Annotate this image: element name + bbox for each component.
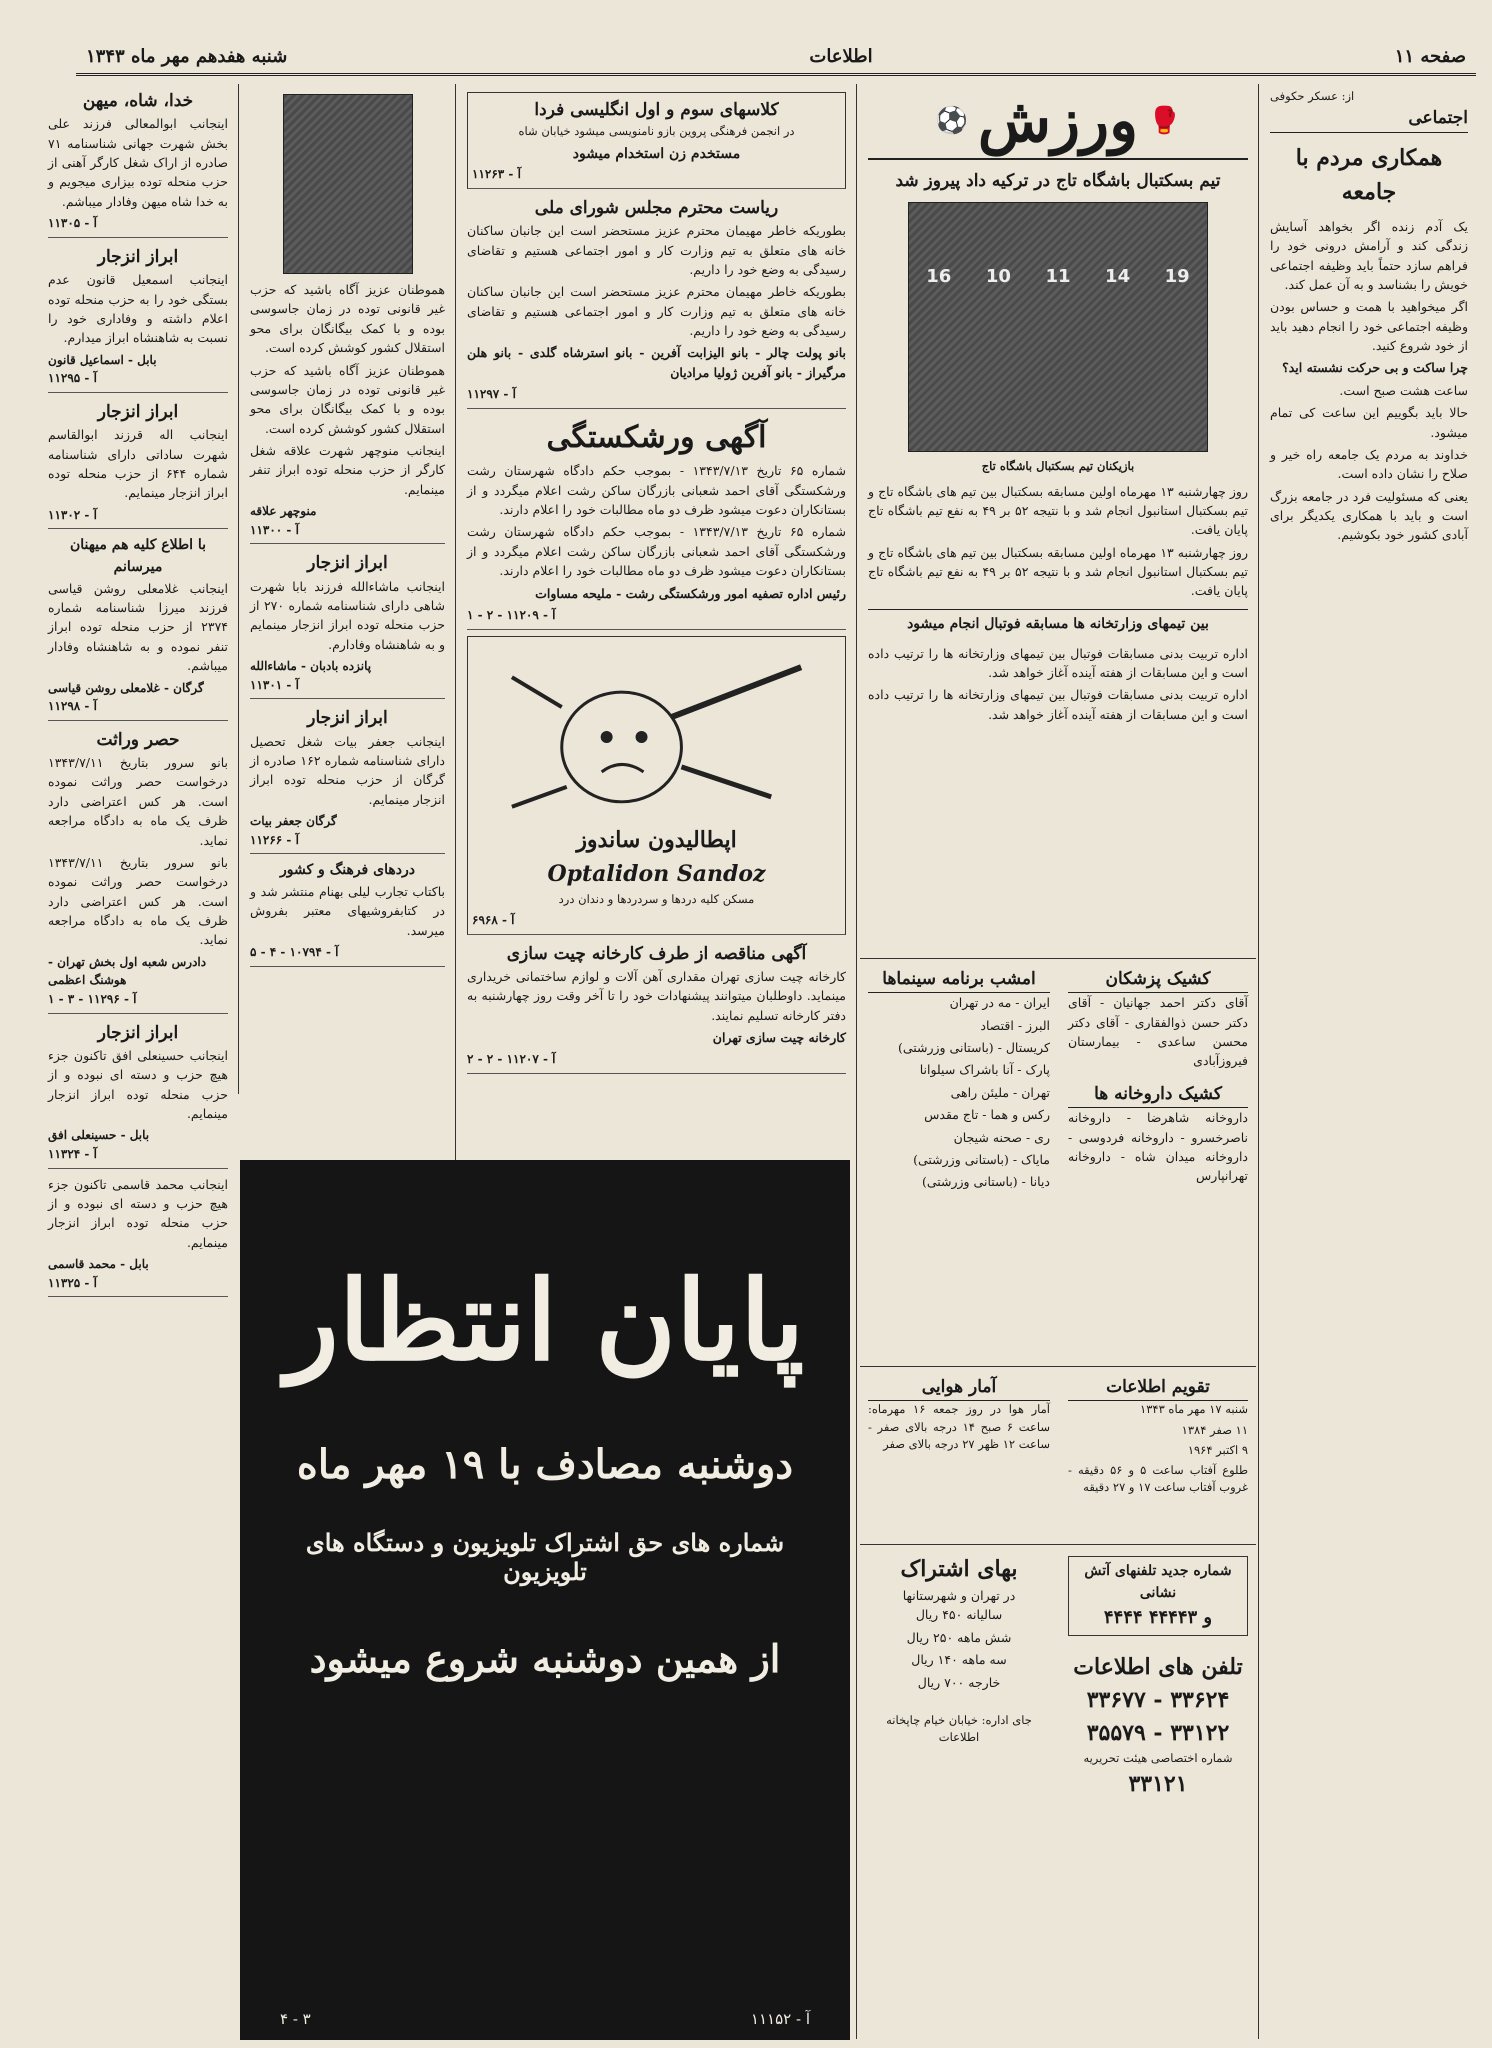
new-phones-title: شماره جدید تلفنهای آتش نشانی [1084,1563,1232,1601]
column-rule [238,84,239,1094]
section-label: اجتماعی [1270,105,1468,132]
subscription-subtitle: در تهران و شهرستانها [902,1588,1016,1604]
phones-title: تلفن های اطلاعات [1073,1654,1243,1681]
big-ad-line3: از همین دوشنبه شروع میشود [309,1636,781,1681]
ad-code: آ - ۶۹۶۸ [472,912,515,927]
cinema-item: دیانا - (باستانی وزرشتی) [921,1174,1050,1190]
ad-code: آ - ۱۱۲۹۵ [48,371,97,386]
issue-date: شنبه هفدهم مهر ماه ۱۳۴۳ [86,46,288,67]
notice-text: اینجانب منوچهر شهرت علاقه شغل کارگر از حزب منحله توده ابراز تنفر مینمایم. [250,443,445,497]
masthead [76,40,1476,76]
ad-code: آ - ۱۱۲۶۶ [250,832,299,847]
jersey-number: 16 [926,266,952,288]
jersey-number: 19 [1164,266,1190,288]
paper-name: اطلاعات [809,46,873,67]
section-rule [860,958,1256,959]
ad-code: آ - ۱۱۲۰۹ - ۲ - ۱ [467,607,556,622]
jersey-number: 14 [1105,266,1131,288]
calendar-row: شنبه ۱۷ مهر ماه ۱۳۴۳ [1140,1402,1248,1417]
english-classes-title: کلاسهای سوم و اول انگلیسی فردا [534,100,779,120]
phone-number: ۳۳۱۲۱ [1128,1770,1188,1797]
parliament-text: بطوریکه خاطر مهیمان محترم عزیز مستحضر است این جانبان ساکنان خانه های متعلق به تیم وزارت کار و امور اجتماعی هستیم و تقاضای رسیدگی به وضع خود را داریم. [467,284,846,339]
ad-code: آ - ۱۱۲۹۶ - ۳ - ۱ [48,992,137,1006]
notice-title: ابراز انزجار [97,1022,179,1043]
ad-code: آ - ۱۱۳۲۵ [48,1275,97,1290]
notice-sign: منوچهر علاقه [250,504,317,519]
football-title: بین تیمهای وزارتخانه ها مسابقه فوتبال انجام میشود [868,609,1248,636]
calendar-row: ۹ اکتبر ۱۹۶۴ [1187,1442,1248,1457]
cinema-item: البرز - اقتصاد [980,1017,1050,1033]
subscription-row: سه ماهه ۱۴۰ ریال [911,1652,1007,1668]
article-paragraph: خداوند به مردم یک جامعه راه خیر و صلاح را نشان داده است. [1270,446,1468,482]
jersey-number: 11 [1045,266,1071,288]
notice-sign: گرگان جعفر بیات [250,814,337,829]
sports-story: روز چهارشنبه ۱۳ مهرماه اولین مسابقه بسکتبال بین تیم های باشگاه تاج و تیم بسکتبال استانبول انجام شد و با نتیجه ۵۲ بر ۴۹ به نفع تیم باشگاه تاج پایان یافت. [868,483,1248,538]
middle-column [459,84,854,1144]
bankruptcy-title: آگهی ورشکستگی [546,419,767,455]
notice-title: با اطلاع کلیه هم میهنان میرسانم [69,537,207,575]
ad-code: آ - ۱۱۲۶۳ [472,167,521,182]
ad-code: آ - ۱۱۳۲۴ [48,1147,97,1162]
ad-code: آ - ۱۰۷۹۴ - ۴ - ۵ [250,945,339,960]
notice-title: حصر وراثت [96,729,180,750]
notice-text: اینجانب محمد قاسمی تاکنون جزء هیچ حزب و دسته ای نبوده و از حزب منحله توده ابراز انزجار مینمایم. [48,1176,228,1250]
notice-text: اینجانب ابوالمعالی فرزند علی بخش شهرت جهانی شناسنامه ۷۱ صادره از اراک شغل کارگر آهنی از حزب منحله توده بیزاری میجویم و به خدا شاه میهن وفادار میباشم. [48,116,228,209]
article-title: همکاری مردم با جامعه [1295,144,1443,205]
notice-text: اینجانب غلامعلی روشن قیاسی فرزند میرزا شناسنامه شماره ۲۳۷۴ از حزب منحله توده ابراز تنفر نموده و به شاهنشاه وفادار میباشم. [48,580,228,674]
cinema-item: کریستال - (باستانی وزرشتی) [897,1040,1050,1056]
headache-figure-icon [472,647,841,817]
ad-code: آ - ۱۱۳۰۱ [250,677,299,692]
notice-text: بانو سرور بتاریخ ۱۳۴۳/۷/۱۱ درخواست حصر وراثت نموده است. هر کس اعتراضی دارد ظرف یک ماه به دادگاه مراجعه نماید. [48,854,228,948]
column-rule [1258,84,1259,2039]
pharmacy-text: داروخانه شاهرضا - داروخانه ناصرخسرو - داروخانه فردوسی - داروخانه میدان شاه - داروخانه تهرانپارس [1068,1110,1248,1184]
ad-code: آ - ۱۱۲۹۸ [48,699,97,714]
notice-sign: بابل - اسماعیل قانون [48,352,157,367]
page-label: صفحه ۱۱ [1394,46,1466,67]
clinic-text: آقای دکتر احمد جهانیان - آقای دکتر حسن ذوالفقاری - آقای دکتر محسن ساعدی - بیمارستان فیروزآبادی [1068,995,1248,1069]
calendar-row: ۱۱ صفر ۱۳۸۴ [1181,1422,1248,1437]
notice-text: اینجانب اله قرزند ابوالقاسم شهرت ساداتی دارای شناسنامه شماره ۶۴۴ از حزب منحله توده ابراز انزجار مینمایم. [48,427,228,501]
notice-title: دردهای فرهنگ و کشور [280,862,415,879]
article-paragraph: یعنی که مسئولیت فرد در جامعه بزرگ است و باید با همکاری یکدیگر برای آبادی کشور خود بکوشیم. [1270,488,1468,543]
optalidon-title-fa: اپطالیدون ساندوز [576,826,737,853]
notice-text: اینجانب حسینعلی افق تاکنون جزء هیچ حزب و دسته ای نبوده و از حزب منحله توده ابراز انزجار مینمایم. [48,1047,228,1122]
cinema-box [860,962,1058,1362]
big-ad-title: پایان انتظار [285,1256,805,1385]
parliament-signatures: بانو پولت چالر - بانو الیزابت آفرین - بانو استرشاه گلدی - بانو هلن مرگیراز - بانو آفرین ژولیا مرادیان [467,345,846,380]
section-rule [860,1366,1256,1367]
article-paragraph: چرا ساکت و بی حرکت نشسته اید؟ [1282,360,1468,376]
subscription-row: شش ماهه ۲۵۰ ریال [906,1629,1012,1645]
notice-text: اینجانب جعفر بیات شغل تحصیل دارای شناسنامه شماره ۱۶۲ صادره از گرگان از حزب منحله توده ابراز انزجار مینمایم. [250,733,446,807]
notice-text: هموطنان عزیز آگاه باشید که حزب غیر قانونی توده در زمان جاسوسی بوده و با کمک بیگانگان برای محو استقلال کشور کوشش کرده است. [250,282,445,356]
bankruptcy-text: شماره ۶۵ تاریخ ۱۳۴۳/۷/۱۳ - بموجب حکم دادگاه شهرستان رشت ورشکستگی آقای احمد شعبانی بازرگان ساکن رشت اعلام میگردد و از بستانکاران دعوت میشود ظرف دو ماه مطالبات خود را اعلام دارند. [467,463,846,518]
ad-code: ۳ - ۴ [280,2010,311,2028]
notice-title: ابراز انزجار [97,246,179,267]
notice-text: بانو سرور بتاریخ ۱۳۴۳/۷/۱۱ درخواست حصر وراثت نموده است. هر کس اعتراضی دارد ظرف یک ماه به دادگاه مراجعه نماید. [48,755,228,848]
notice-text: اینجانب اسمعیل قانون عدم بستگی خود را به حزب منحله توده اعلام داشته و وفاداری خود را نسبت به شاهنشاه ابراز میدارم. [48,272,228,346]
phone-number: ۳۳۶۷۷ - ۳۳۶۲۴ [1086,1687,1230,1714]
phone-number: ۳۵۵۷۹ - ۳۳۱۲۲ [1086,1720,1230,1747]
notice-sign: دادرس شعبه اول بخش تهران - هوشنگ اعظمی [48,954,207,988]
notice-text: اینجانب ماشاءالله فرزند بابا شهرت شاهی دارای شناسنامه شماره ۲۷۰ از حزب منحله توده ابراز انزجار مینمایم و به شاهنشاه وفادارم. [250,578,445,652]
leftmost-column [40,84,236,2039]
tender-text: کارخانه چیت سازی تهران مقداری آهن آلات و لوازم ساختمانی خریداری مینماید. داوطلبان میتوانند پیشنهادات خود را تا آخر وقت روز چهارشنبه به دفتر کارخانه تسلیم نمایند. [467,968,846,1023]
pharmacy-title: کشیک داروخانه ها [1068,1081,1248,1108]
tender-title: آگهی مناقصه از طرف کارخانه چیت سازی [506,943,807,964]
notice-title: ابراز انزجار [307,708,388,729]
notice-text: هموطنان عزیز آگاه باشید که حزب غیر قانونی توده در زمان جاسوسی بوده و با کمک بیگانگان برای محو استقلال کشور کوشش کرده است. [250,362,445,436]
bankruptcy-text: شماره ۶۵ تاریخ ۱۳۴۳/۷/۱۳ - بموجب حکم دادگاه شهرستان رشت ورشکستگی آقای احمد شعبانی بازرگان ساکن رشت اعلام میگردد و از بستانکاران دعوت میشود ظرف دو ماه مطالبات خود را اعلام دارند. [467,524,846,579]
article-author: از: عسکر حکوفی [1270,89,1355,103]
notice-title: ابراز انزجار [307,553,388,574]
optalidon-illustration [472,647,841,817]
photo-caption: بازیکنان تیم بسکتبال باشگاه تاج [981,459,1135,474]
weather-text: آمار هوا در روز جمعه ۱۶ مهرماه: ساعت ۶ صبح ۱۴ درجه بالای صفر - ساعت ۱۲ ظهر ۲۷ درجه بالای صفر [868,1402,1050,1451]
section-rule [860,1544,1256,1545]
english-classes-sub: مستخدم زن استخدام میشود [572,145,741,162]
ad-code: آ - ۱۱۱۵۲ [750,2010,810,2028]
ad-code: آ - ۱۱۳۰۰ [250,522,299,537]
sports-header: ورزش [977,86,1139,156]
team-photo [908,202,1208,452]
subscription-box [860,1548,1058,2038]
notice-sign: بابل - حسینعلی افق [48,1128,150,1143]
notice-text: باکتاب تجارب لیلی بهنام منتشر شد و در کتابفروشیهای معتبر بفروش میرسد. [250,884,445,938]
notice-sign: بابل - محمد قاسمی [48,1257,149,1272]
clinic-title: کشیک پزشکان [1068,966,1248,993]
big-ad-line2: شماره های حق اشتراک تلویزیون و دستگاه های تلویزیون [305,1528,785,1586]
weather-box [860,1370,1058,1540]
notice-sign: گرگان - غلامعلی روشن قیاسی [48,680,204,695]
sports-headline: تیم بسکتبال باشگاه تاج در ترکیه داد پیروز شد [895,171,1221,191]
subscription-title: بهای اشتراک [900,1556,1018,1582]
parliament-text: بطوریکه خاطر مهیمان محترم عزیز مستحضر است این جانبان ساکنان خانه های متعلق به تیم وزارت کار و امور اجتماعی هستیم و تقاضای رسیدگی به وضع خود را داریم. [467,223,846,277]
football-text: اداره تربیت بدنی مسابقات فوتبال بین تیمهای وزارتخانه ها را ترتیب داده است و این مسابقات از هفته آینده آغاز خواهد شد. [868,687,1248,722]
article-paragraph: اگر میخواهید با همت و حساس بودن وظیفه اجتماعی خود را انجام دهید باید از خود شروع کنید. [1270,299,1468,354]
cinema-item: ایران - مه در تهران [949,995,1050,1011]
subscription-foreign: خارجه ۷۰۰ ریال [917,1674,1001,1690]
football-text: اداره تربیت بدنی مسابقات فوتبال بین تیمهای وزارتخانه ها را ترتیب داده است و این مسابقات از هفته آینده آغاز خواهد شد. [868,645,1248,680]
optalidon-title-en: Optalidon Sandoz [547,860,766,887]
calendar-title: تقویم اطلاعات [1068,1374,1248,1401]
article-paragraph: حالا باید بگوییم این ساعت کی تمام میشود. [1270,405,1468,440]
new-phones-number: ۴۴۴۴ و ۴۴۴۴۳ [1103,1607,1213,1629]
phones-box [1060,1548,1256,2038]
jersey-number: 10 [985,266,1011,288]
ad-code: آ - ۱۱۳۰۵ [48,216,97,231]
tv-advertisement [240,1160,850,2040]
big-ad-line1: دوشنبه مصادف با ۱۹ مهر ماه [296,1441,794,1488]
article-paragraph: یک آدم زنده اگر بخواهد آسایش زندگی کند و آرامش درونی خود را فراهم سازد حتماً باید وظیفه اجتماعی خویش را بشناسد و به آن عمل کند. [1270,218,1468,292]
sports-story: روز چهارشنبه ۱۳ مهرماه اولین مسابقه بسکتبال بین تیم های باشگاه تاج و تیم بسکتبال استانبول انجام شد و با نتیجه ۵۲ بر ۴۹ به نفع تیم باشگاه تاج پایان یافت. [868,544,1248,599]
social-column [1262,84,1476,2039]
ad-code: آ - ۱۱۳۰۲ [48,507,97,522]
tender-signer: کارخانه چیت سازی تهران [712,1030,846,1046]
cinema-item: ری - صحنه شیجان [953,1129,1050,1145]
cinema-item: پارک - آنا باشراک سیلوانا [919,1062,1050,1078]
notice-title: ابراز انزجار [97,401,179,422]
cinema-item: مایاک - (باستانی وزرشتی) [913,1151,1050,1167]
ad-code: آ - ۱۱۲۰۷ - ۲ - ۲ [467,1052,556,1067]
sports-column [860,84,1256,1084]
bankruptcy-signer: رئیس اداره تصفیه امور ورشکستگی رشت - ملیحه مساوات [535,585,846,601]
optalidon-text: مسکن کلیه دردها و سردردها و دندان درد [558,891,755,906]
cinema-item: تهران - ملیئن راهی [950,1084,1050,1100]
football-icon: ⚽ [935,105,968,136]
cinema-item: رکس و هما - تاج مقدس [924,1107,1050,1123]
column-rule [856,84,857,2039]
phones-note: شماره اختصاصی هیئت تحریریه [1083,1751,1233,1766]
calendar-note: طلوع آفتاب ساعت ۵ و ۵۶ دقیقه - غروب آفتاب ساعت ۱۷ و ۲۷ دقیقه [1068,1463,1249,1495]
notice-title: خدا، شاه، میهن [82,91,194,111]
clinic-box [1060,962,1256,1362]
english-classes-text: در انجمن فرهنگی پروین بازو نامنویسی میشود خیابان شاه [518,124,795,139]
weather-title: آمار هوایی [868,1374,1050,1401]
parliament-title: ریاست محترم مجلس شورای ملی [534,197,779,218]
subscription-address: جای اداره: خیابان خیام چاپخانه اطلاعات [886,1712,1032,1745]
portrait-photo [283,94,413,274]
article-paragraph: ساعت هشت صبح است. [1339,382,1468,398]
notice-sign: پانزده بادبان - ماشاءالله [250,659,372,674]
notice-column [242,84,453,1154]
cinema-title: امشب برنامه سینماها [868,966,1050,993]
ad-code: آ - ۱۱۲۹۷ [467,387,516,402]
subscription-row: سالیانه ۴۵۰ ریال [915,1607,1003,1623]
calendar-box [1060,1370,1256,1540]
boxer-icon: 🥊 [1148,105,1181,136]
